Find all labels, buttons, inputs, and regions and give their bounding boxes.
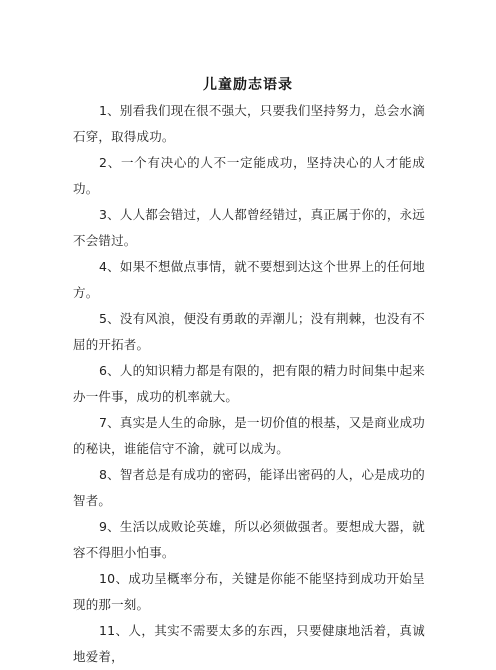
quote-item: 10、成功呈概率分布，关键是你能不能坚持到成功开始呈现的那一刻。 [73,571,425,612]
quote-item: 8、智者总是有成功的密码，能译出密码的人，心是成功的智者。 [73,467,425,508]
quote-item: 7、真实是人生的命脉，是一切价值的根基，又是商业成功的秘诀，谁能信守不渝，就可以成为。 [73,415,425,456]
quote-item: 2、一个有决心的人不一定能成功，坚持决心的人才能成功。 [73,155,425,196]
quote-item: 3、人人都会错过，人人都曾经错过，真正属于你的，永远不会错过。 [73,207,425,248]
quote-item: 6、人的知识精力都是有限的，把有限的精力时间集中起来办一件事，成功的机率就大。 [73,363,425,404]
quote-list [73,98,425,670]
quote-item: 5、没有风浪，便没有勇敢的弄潮儿；没有荆棘，也没有不屈的开拓者。 [73,311,425,352]
quote-item: 9、生活以成败论英雄，所以必须做强者。要想成大器，就容不得胆小怕事。 [73,519,425,560]
quote-item: 4、如果不想做点事情，就不要想到达这个世界上的任何地方。 [73,259,425,300]
quote-item: 1、别看我们现在很不强大，只要我们坚持努力，总会水滴石穿，取得成功。 [73,103,425,144]
document-title: 儿童励志语录 [203,77,293,93]
quote-item: 11、人，其实不需要太多的东西，只要健康地活着，真诚地爱着， [73,623,425,664]
